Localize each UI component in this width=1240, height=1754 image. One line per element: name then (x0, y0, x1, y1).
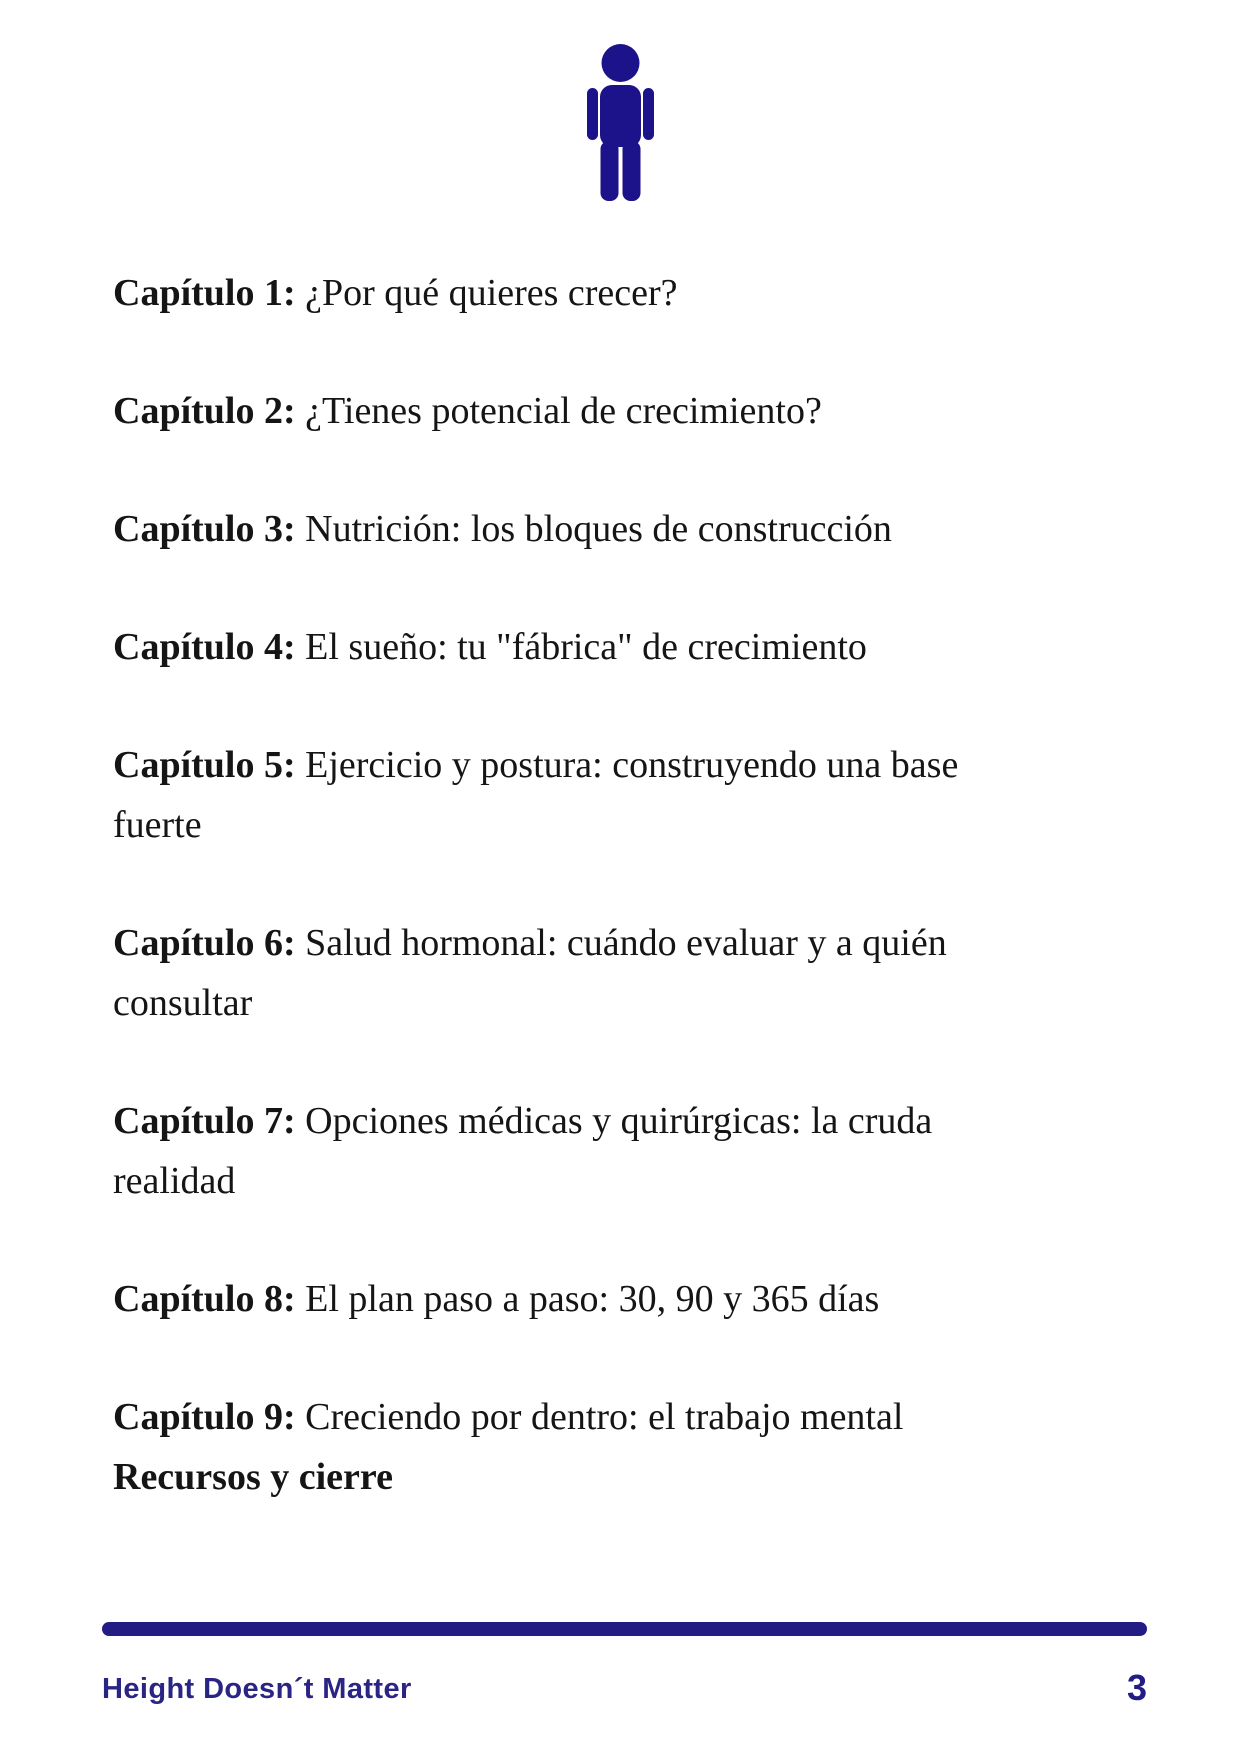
chapter-title: El sueño: tu "fábrica" de crecimiento (305, 626, 867, 668)
toc-entry (113, 381, 1140, 441)
chapter-prefix: Capítulo 4: (113, 626, 296, 668)
chapter-prefix: Capítulo 5: (113, 744, 296, 786)
toc-entry (113, 735, 1140, 855)
table-of-contents (113, 263, 1140, 1507)
toc-entry (113, 499, 1140, 559)
toc-entry (113, 1269, 1140, 1329)
chapter-title-line2: realidad (113, 1160, 236, 1202)
footer-brand: Height Doesn´t Matter (102, 1673, 412, 1705)
chapter-prefix: Capítulo 3: (113, 508, 296, 550)
page-number: 3 (1126, 1667, 1147, 1708)
chapter-prefix: Capítulo 9: (113, 1396, 296, 1438)
chapter-prefix: Capítulo 1: (113, 272, 296, 314)
chapter-title: Nutrición: los bloques de construcción (305, 508, 892, 550)
chapter-prefix: Capítulo 8: (113, 1278, 296, 1320)
chapter-title: ¿Por qué quieres crecer? (305, 272, 678, 314)
chapter-title: El plan paso a paso: 30, 90 y 365 días (305, 1278, 880, 1320)
header-icon-wrap (0, 0, 1240, 201)
chapter-prefix: Capítulo 6: (113, 922, 296, 964)
chapter-title: Creciendo por dentro: el trabajo mental (305, 1396, 904, 1438)
toc-entry (113, 913, 1140, 1033)
chapter-title: ¿Tienes potencial de crecimiento? (305, 390, 822, 432)
toc-entry (113, 1387, 1140, 1447)
chapter-title: Ejercicio y postura: construyendo una base (305, 744, 959, 786)
toc-entry (113, 1091, 1140, 1211)
toc-closing-entry (113, 1447, 1140, 1507)
chapter-title: Salud hormonal: cuándo evaluar y a quién (305, 922, 947, 964)
chapter-prefix: Capítulo 2: (113, 390, 296, 432)
chapter-prefix: Capítulo 7: (113, 1100, 296, 1142)
toc-entries (113, 263, 1140, 1447)
footer-divider (102, 1622, 1147, 1636)
toc-entry (113, 617, 1140, 677)
page-footer (102, 1622, 1147, 1706)
closing-label: Recursos y cierre (113, 1456, 393, 1498)
chapter-title-line2: consultar (113, 982, 253, 1024)
person-icon (587, 44, 654, 201)
chapter-title: Opciones médicas y quirúrgicas: la cruda (305, 1100, 933, 1142)
toc-entry (113, 263, 1140, 323)
chapter-title-line2: fuerte (113, 804, 202, 846)
